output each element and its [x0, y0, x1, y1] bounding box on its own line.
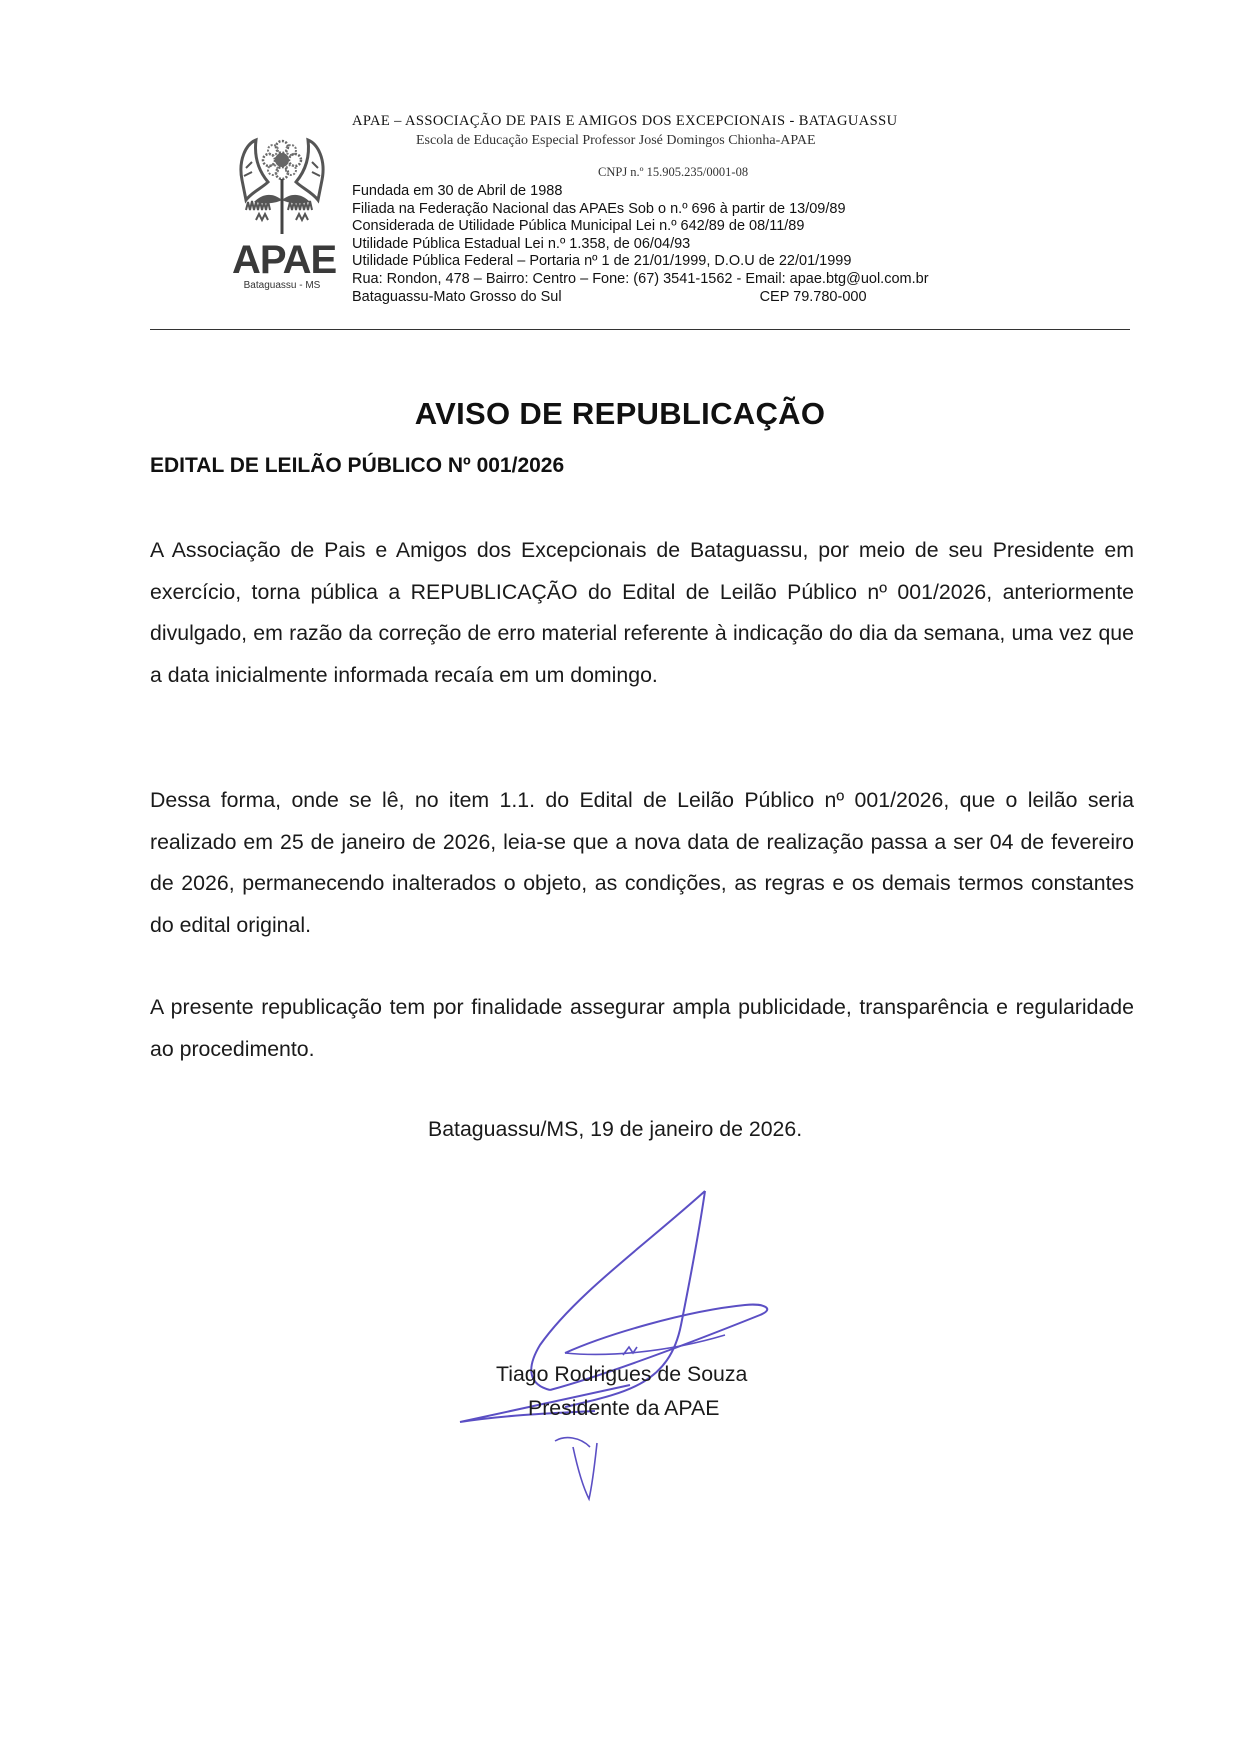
logo-location: Bataguassu - MS [243, 280, 321, 291]
apae-logo [232, 130, 337, 291]
detail-federation: Filiada na Federação Nacional das APAEs Sob o n.º 696 à partir de 13/09/89 [352, 200, 846, 217]
paragraph-1: A Associação de Pais e Amigos dos Excepcionais de Bataguassu, por meio de seu Presidente em exercício, torna pública a REPUBLICAÇÃO do Edital de Leilão Público nº 001/2026, anteriormente divulgado, em razão da correção de erro material referente à indicação do dia da semana, uma vez que a data inicialmente informada recaía em um domingo. [150, 538, 1134, 687]
school-name: Escola de Educação Especial Professor José Domingos Chionha-APAE [416, 133, 816, 148]
cep: CEP 79.780-000 [759, 288, 867, 305]
detail-municipal: Considerada de Utilidade Pública Municipal Lei n.º 642/89 de 08/11/89 [352, 218, 805, 235]
flower-between-hands-icon [232, 130, 332, 242]
header-divider [150, 329, 1130, 330]
organization-name: APAE – ASSOCIAÇÃO DE PAIS E AMIGOS DOS EXCEPCIONAIS - BATAGUASSU [352, 113, 898, 129]
date-line: Bataguassu/MS, 19 de janeiro de 2026. [428, 1117, 803, 1141]
signer-name: Tiago Rodrigues de Souza [496, 1362, 748, 1386]
document-title: AVISO DE REPUBLICAÇÃO [414, 396, 826, 431]
detail-state: Utilidade Pública Estadual Lei n.º 1.358, de 06/04/93 [352, 235, 691, 252]
detail-founded: Fundada em 30 de Abril de 1988 [352, 183, 563, 199]
paragraph-2: Dessa forma, onde se lê, no item 1.1. do Edital de Leilão Público nº 001/2026, que o leilão seria realizado em 25 de janeiro de 2026, leia-se que a nova data de realização passa a ser 04 de fevereiro de 2026, permanecendo inalterados o objeto, as condições, as regras e os demais termos constantes do edital original. [150, 788, 1134, 937]
handwritten-signature [455, 1185, 815, 1505]
letterhead-details [352, 183, 929, 306]
signer-role: Presidente da APAE [528, 1396, 720, 1420]
logo-wordmark: APAE [232, 238, 337, 282]
detail-federal: Utilidade Pública Federal – Portaria nº 1 de 21/01/1999, D.O.U de 22/01/1999 [352, 253, 852, 270]
city-state: Bataguassu-Mato Grosso do Sul [352, 288, 562, 305]
cnpj: CNPJ n.º 15.905.235/0001-08 [598, 165, 749, 179]
detail-address: Rua: Rondon, 478 – Bairro: Centro – Fone: (67) 3541-1562 - Email: apae.btg@uol.com.br [352, 270, 929, 287]
document-subtitle: EDITAL DE LEILÃO PÚBLICO Nº 001/2026 [150, 454, 565, 477]
paragraph-3: A presente republicação tem por finalidade assegurar ampla publicidade, transparência e regularidade ao procedimento. [150, 995, 1134, 1061]
detail-city-line [352, 289, 929, 307]
